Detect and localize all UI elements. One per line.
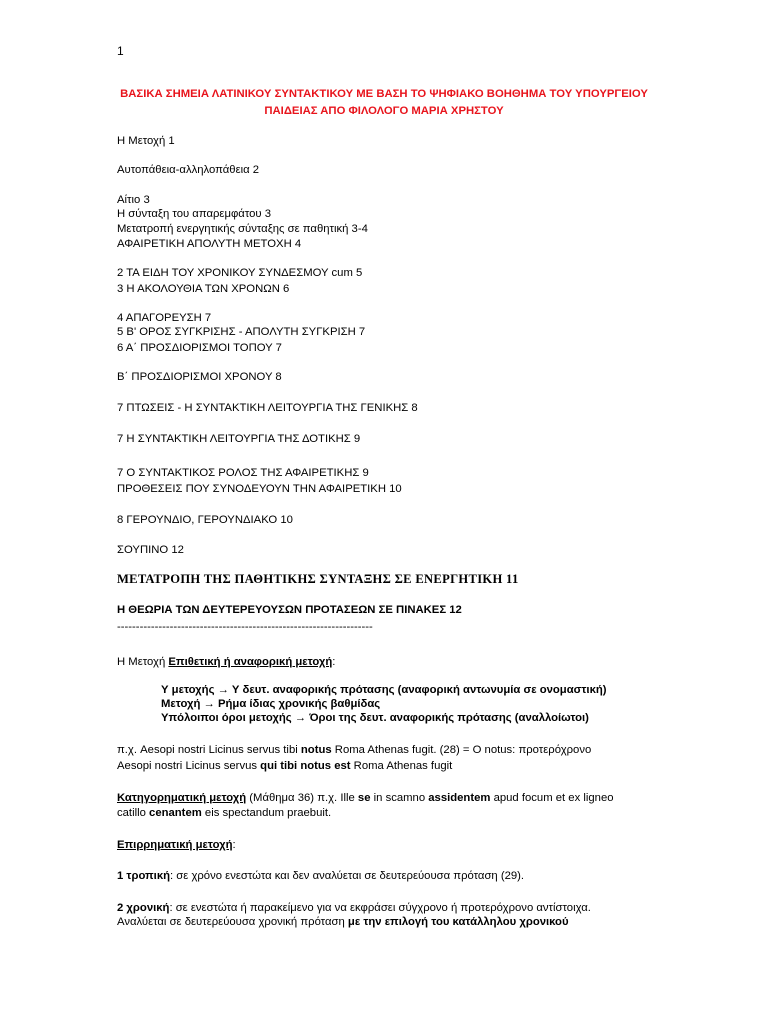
toc-entry: 2 ΤΑ ΕΙΔΗ ΤΟΥ ΧΡΟΝΙΚΟΥ ΣΥΝΔΕΣΜΟΥ cum 5 — [117, 267, 363, 279]
toc-entry: Αίτιο 3 — [117, 194, 150, 206]
toc-entry: 6 Α΄ ΠΡΟΣΔΙΟΡΙΣΜΟΙ ΤΟΠΟΥ 7 — [117, 342, 282, 354]
bold-text: assidentem — [428, 792, 491, 804]
modal-participle-label: 1 τροπική — [117, 870, 171, 882]
toc-entry: 7 ΠΤΩΣΕΙΣ - Η ΣΥΝΤΑΚΤΙΚΗ ΛΕΙΤΟΥΡΓΙΑ ΤΗΣ ΓΕΝΙΚΗΣ 8 — [117, 402, 418, 414]
paragraph-text: eis spectandum praebuit. — [201, 807, 332, 819]
example-bold-text: qui tibi notus est — [260, 760, 351, 772]
participle-prefix: Η Μετοχή — [117, 656, 169, 668]
attributive-participle-line — [117, 655, 335, 669]
bold-text: με την επιλογή του κατάλληλου χρονικού — [347, 916, 569, 928]
example-line-1 — [117, 743, 591, 757]
toc-entry: Αυτοπάθεια-αλληλοπάθεια 2 — [117, 164, 260, 176]
toc-entry: Η σύνταξη του απαρεμφάτου 3 — [117, 208, 272, 220]
toc-entry: 7 Η ΣΥΝΤΑΚΤΙΚΗ ΛΕΙΤΟΥΡΓΙΑ ΤΗΣ ΔΟΤΙΚΗΣ 9 — [117, 433, 361, 445]
paragraph-text: catillo — [117, 807, 150, 819]
toc-entry: Β΄ ΠΡΟΣΔΙΟΡΙΣΜΟΙ ΧΡΟΝΟΥ 8 — [117, 371, 282, 383]
toc-entry: 3 Η ΑΚΟΛΟΥΘΙΑ ΤΩΝ ΧΡΟΝΩΝ 6 — [117, 283, 290, 295]
document-title-line-2: ΠΑΙΔΕΙΑΣ ΑΠΟ ΦΙΛΟΛΟΓΟ ΜΑΡΙΑ ΧΡΗΣΤΟΥ — [264, 105, 504, 117]
participle-rule: Μετοχή → Ρήμα ίδιας χρονικής βαθμίδας — [161, 698, 381, 710]
example-bold-text: notus — [300, 744, 332, 756]
toc-entry: ΑΦΑΙΡΕΤΙΚΗ ΑΠΟΛΥΤΗ ΜΕΤΟΧΗ 4 — [117, 238, 302, 250]
toc-entry: Μετατροπή ενεργητικής σύνταξης σε παθητική 3-4 — [117, 223, 368, 235]
paragraph-text: in scamno — [370, 792, 429, 804]
adverbial-participle-heading: Επιρρηματική μετοχή — [117, 839, 233, 851]
predicative-participle-line-2 — [117, 806, 331, 820]
participle-rule: Υπόλοιποι όροι μετοχής → Όροι της δευτ. αναφορικής πρότασης (αναλλοίωτοι) — [161, 712, 589, 724]
adverbial-participle-line — [117, 838, 236, 852]
paragraph-text: : σε ενεστώτα ή παρακείμενο για να εκφράσει σύγχρονο ή προτερόχρονο αντίστοιχα. — [169, 902, 591, 914]
modal-participle-line — [117, 869, 524, 883]
subordinate-clauses-heading: Η ΘΕΩΡΙΑ ΤΩΝ ΔΕΥΤΕΡΕΥΟΥΣΩΝ ΠΡΟΤΑΣΕΩΝ ΣΕ ΠΙΝΑΚΕΣ 12 — [117, 604, 462, 616]
example-line-2 — [117, 759, 452, 773]
toc-entry: 5 Β' ΟΡΟΣ ΣΥΓΚΡΙΣΗΣ - ΑΠΟΛΥΤΗ ΣΥΓΚΡΙΣΗ 7 — [117, 326, 366, 338]
toc-entry: 7 Ο ΣΥΝΤΑΚΤΙΚΟΣ ΡΟΛΟΣ ΤΗΣ ΑΦΑΙΡΕΤΙΚΗΣ 9 — [117, 467, 369, 479]
attributive-participle-heading: Επιθετική ή αναφορική μετοχή — [168, 656, 333, 668]
heading-colon: : — [232, 839, 236, 851]
example-text: Aesopi nostri Licinus servus — [117, 760, 261, 772]
heading-colon: : — [332, 656, 336, 668]
predicative-participle-heading: Κατηγορηματική μετοχή — [117, 792, 247, 804]
temporal-participle-line-2 — [117, 915, 569, 929]
toc-entry: 8 ΓΕΡΟΥΝΔΙΟ, ΓΕΡΟΥΝΔΙΑΚΟ 10 — [117, 514, 293, 526]
page-number: 1 — [117, 44, 124, 58]
bold-text: se — [357, 792, 371, 804]
passive-to-active-heading: ΜΕΤΑΤΡΟΠΗ ΤΗΣ ΠΑΘΗΤΙΚΗΣ ΣΥΝΤΑΞΗΣ ΣΕ ΕΝΕΡΓΗΤΙΚΗ 11 — [117, 572, 519, 586]
paragraph-text: Αναλύεται σε δευτερεύουσα χρονική πρόταση — [117, 916, 348, 928]
temporal-participle-label: 2 χρονική — [117, 902, 170, 914]
toc-entry: ΠΡΟΘΕΣΕΙΣ ΠΟΥ ΣΥΝΟΔΕΥΟΥΝ ΤΗΝ ΑΦΑΙΡΕΤΙΚΗ 10 — [117, 483, 402, 495]
toc-entry: ΣΟΥΠΙΝΟ 12 — [117, 544, 184, 556]
example-text: Roma Athenas fugit. (28) = O notus: προτερόχρονο — [331, 744, 592, 756]
paragraph-text: : σε χρόνο ενεστώτα και δεν αναλύεται σε δευτερεύουσα πρόταση (29). — [170, 870, 525, 882]
toc-entry: 4 ΑΠΑΓΟΡΕΥΣΗ 7 — [117, 312, 212, 324]
paragraph-text: apud focum et ex ligneo — [490, 792, 614, 804]
toc-entry: Η Μετοχή 1 — [117, 135, 175, 147]
separator-line: -------------------------------------------------------------------- — [117, 621, 373, 633]
document-title-line-1: ΒΑΣΙΚΑ ΣΗΜΕΙΑ ΛΑΤΙΝΙΚΟΥ ΣΥΝΤΑΚΤΙΚΟΥ ΜΕ ΒΑΣΗ ΤΟ ΨΗΦΙΑΚΟ ΒΟΗΘΗΜΑ ΤΟΥ ΥΠΟΥΡΓΕΙΟΥ — [120, 88, 648, 100]
predicative-participle-line-1 — [117, 791, 614, 805]
participle-rule: Υ μετοχής → Υ δευτ. αναφορικής πρότασης (αναφορική αντωνυμία σε ονομαστική) — [161, 684, 607, 696]
paragraph-text: (Μάθημα 36) π.χ. Ille — [246, 792, 358, 804]
example-text: π.χ. Aesopi nostri Licinus servus tibi — [117, 744, 301, 756]
bold-text: cenantem — [149, 807, 202, 819]
temporal-participle-line-1 — [117, 901, 591, 915]
example-text: Roma Athenas fugit — [350, 760, 453, 772]
